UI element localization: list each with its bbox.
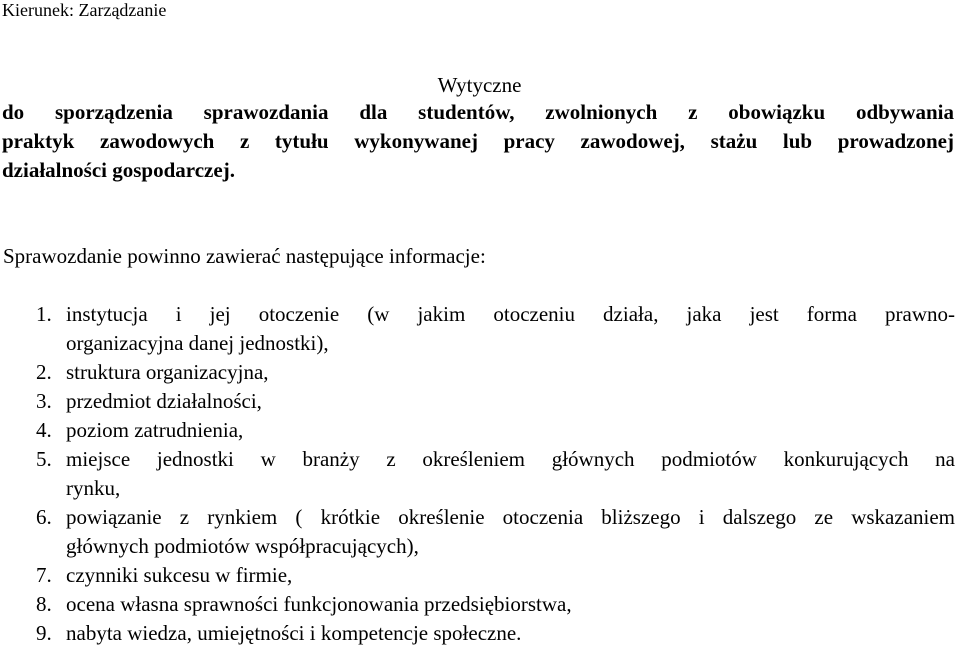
list-item-line: nabyta wiedza, umiejętności i kompetencje społeczne. xyxy=(66,621,522,645)
list-item-line: instytucja i jej otoczenie (w jakim otoczeniu działa, jaka jest forma prawno- xyxy=(66,302,955,326)
list-item-text xyxy=(66,387,955,416)
list-item-text xyxy=(66,561,955,590)
list-item-line: głównych podmiotów współpracujących), xyxy=(66,534,419,558)
list-item-line: rynku, xyxy=(66,476,121,500)
list-item-number: 5. xyxy=(36,447,52,471)
list-item-number: 6. xyxy=(36,505,52,529)
list-item-number: 3. xyxy=(36,389,52,413)
list-item-text xyxy=(66,358,955,387)
intro-text: Sprawozdanie powinno zawierać następujące informacje: xyxy=(3,244,486,268)
list-item xyxy=(0,590,955,619)
field-of-study-header: Kierunek: Zarządzanie xyxy=(2,0,167,20)
list-item xyxy=(0,445,955,503)
requirements-list xyxy=(0,300,955,648)
list-item-text xyxy=(66,590,955,619)
list-item-number: 7. xyxy=(36,563,52,587)
list-item xyxy=(0,300,955,358)
list-item xyxy=(0,358,955,387)
list-item xyxy=(0,503,955,561)
list-item-line: ocena własna sprawności funkcjonowania przedsiębiorstwa, xyxy=(66,592,572,616)
list-item xyxy=(0,416,955,445)
list-item-text xyxy=(66,416,955,445)
list-item xyxy=(0,561,955,590)
list-item-line: powiązanie z rynkiem ( krótkie określenie otoczenia bliższego i dalszego ze wskazaniem xyxy=(66,505,955,529)
list-item-line: miejsce jednostki w branży z określeniem głównych podmiotów konkurujących na xyxy=(66,447,955,471)
document-subtitle xyxy=(2,98,954,185)
subtitle-line: praktyk zawodowych z tytułu wykonywanej pracy zawodowej, stażu lub prowadzonej xyxy=(2,129,954,153)
list-item-line: czynniki sukcesu w firmie, xyxy=(66,563,293,587)
list-item-text xyxy=(66,503,955,561)
list-item-number: 9. xyxy=(36,621,52,645)
list-item-line: struktura organizacyjna, xyxy=(66,360,269,384)
list-item-text xyxy=(66,300,955,358)
list-item-number: 4. xyxy=(36,418,52,442)
list-item-number: 8. xyxy=(36,592,52,616)
list-item-number: 1. xyxy=(36,302,52,326)
list-item-line: poziom zatrudnienia, xyxy=(66,418,244,442)
list-item xyxy=(0,387,955,416)
list-item-text xyxy=(66,445,955,503)
list-item-line: organizacyjna danej jednostki), xyxy=(66,331,329,355)
subtitle-line: działalności gospodarczej. xyxy=(2,158,235,182)
list-item xyxy=(0,619,955,648)
list-item-number: 2. xyxy=(36,360,52,384)
subtitle-line: do sporządzenia sprawozdania dla studentów, zwolnionych z obowiązku odbywania xyxy=(2,100,954,124)
list-item-text xyxy=(66,619,955,648)
document-title: Wytyczne xyxy=(437,73,522,97)
list-item-line: przedmiot działalności, xyxy=(66,389,262,413)
